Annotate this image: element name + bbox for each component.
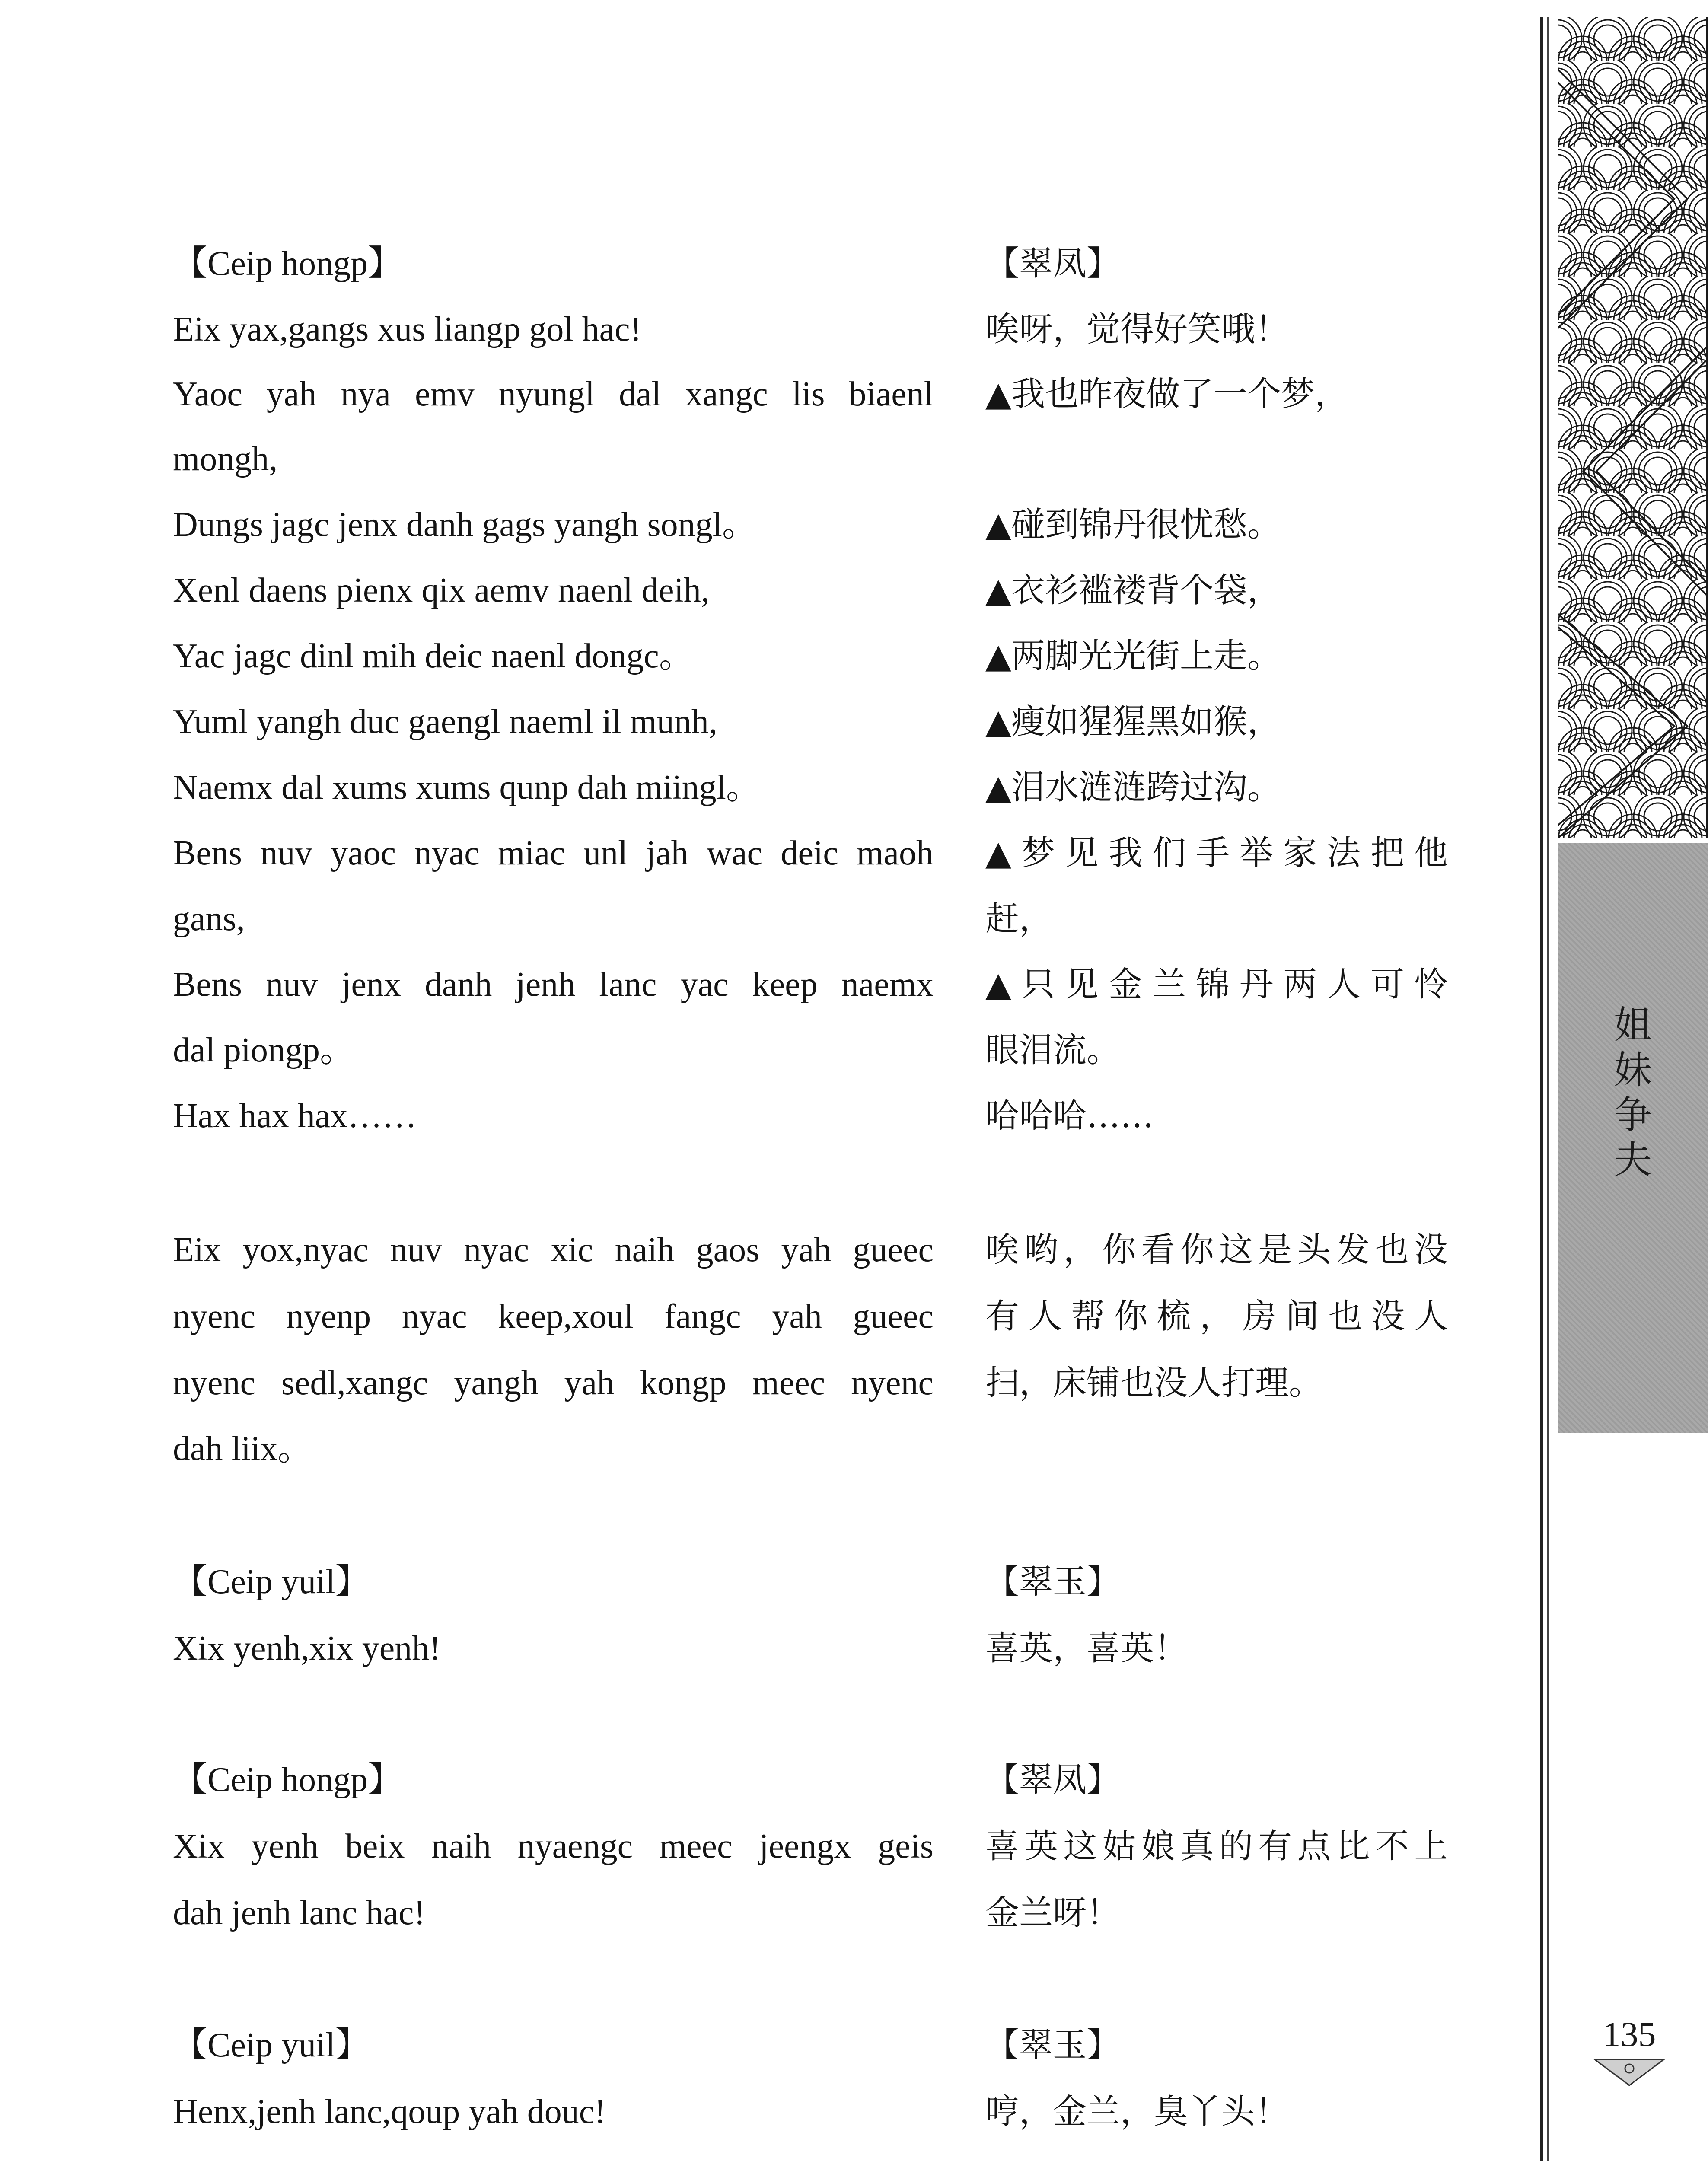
chinese-line: ▲衣衫褴褛背个袋，: [985, 571, 1281, 610]
speaker-label-zh: 【翠凤】: [985, 244, 1121, 283]
kam-line: Xenl daens pienx qix aemv naenl deih,: [173, 571, 710, 609]
kam-line: Xix yenh beix naih nyaengc meec jeengx geis: [173, 1827, 934, 1865]
chinese-line: ▲两脚光光街上走。: [985, 637, 1281, 676]
chinese-line: 喜英，喜英！: [985, 1629, 1188, 1668]
chinese-line: ▲瘦如猩猩黑如猴，: [985, 702, 1281, 741]
cloud-pattern-ornament: [1558, 17, 1708, 838]
kam-line: Xix yenh,xix yenh!: [173, 1629, 441, 1667]
kam-line: Eix yax,gangs xus liangp gol hac!: [173, 310, 642, 348]
speaker-label: 【Ceip hongp】: [173, 245, 403, 283]
kam-line: Yaoc yah nya emv nyungl dal xangc lis biaenl: [173, 375, 934, 413]
page-number: 135: [1603, 2014, 1656, 2054]
chinese-line: 赶，: [985, 899, 1053, 938]
chinese-line: ▲碰到锦丹很忧愁。: [985, 505, 1281, 544]
chinese-line: 哈哈哈……: [985, 1096, 1154, 1135]
speaker-label: 【Ceip yuil】: [173, 2026, 370, 2064]
kam-line: Yac jagc dinl mih deic naenl dongc。: [173, 637, 694, 675]
kam-line: Eix yox,nyac nuv nyac xic naih gaos yah gueec: [173, 1231, 934, 1269]
speaker-label: 【Ceip yuil】: [173, 1563, 370, 1601]
chinese-line: 眼泪流。: [985, 1031, 1121, 1070]
chinese-line: 喜英这姑娘真的有点比不上: [985, 1827, 1448, 1866]
margin-rule-thick: [1540, 17, 1543, 2161]
side-title-char: 夫: [1613, 1138, 1652, 1182]
chinese-line: 哼，金兰，臭丫头！: [985, 2092, 1289, 2131]
chapter-side-title: [1558, 1003, 1708, 1182]
kam-line: Yuml yangh duc gaengl naeml il munh,: [173, 703, 717, 741]
kam-line: mongh,: [173, 440, 278, 478]
chinese-line: 唉呀，觉得好笑哦！: [985, 310, 1289, 349]
side-title-char: 妹: [1613, 1048, 1652, 1092]
kam-line: Bens nuv yaoc nyac miac unl jah wac deic maoh: [173, 834, 934, 872]
kam-line: Henx,jenh lanc,qoup yah douc!: [173, 2093, 606, 2131]
chinese-line: 有人帮你梳，房间也没人: [985, 1297, 1448, 1336]
speaker-label-zh: 【翠玉】: [985, 2026, 1121, 2065]
cloud-pattern-icon: [1558, 17, 1708, 838]
chinese-line: 唉哟，你看你这是头发也没: [985, 1230, 1448, 1269]
page-number-ornament-icon: [1590, 2057, 1668, 2088]
chinese-line: ▲梦见我们手举家法把他: [985, 834, 1448, 873]
side-title-char: 争: [1613, 1093, 1652, 1137]
kam-line: dah jenh lanc hac!: [173, 1894, 426, 1932]
kam-line: dah liix。: [173, 1430, 312, 1468]
kam-line: nyenc sedl,xangc yangh yah kongp meec nyenc: [173, 1364, 934, 1402]
speaker-label: 【Ceip hongp】: [173, 1761, 403, 1799]
margin-rule-thin: [1547, 17, 1549, 2161]
kam-line: Dungs jagc jenx danh gags yangh songl。: [173, 506, 757, 544]
chinese-line: ▲只见金兰锦丹两人可怜: [985, 965, 1448, 1004]
kam-line: nyenc nyenp nyac keep,xoul fangc yah gueec: [173, 1297, 934, 1335]
speaker-label-zh: 【翠凤】: [985, 1760, 1121, 1799]
chinese-line: 扫，床铺也没人打理。: [985, 1364, 1323, 1402]
kam-line: Naemx dal xums xums qunp dah miingl。: [173, 768, 761, 806]
kam-line: gans,: [173, 900, 245, 938]
kam-line: Hax hax hax……: [173, 1097, 417, 1135]
kam-line: dal piongp。: [173, 1031, 354, 1069]
side-title-char: 姐: [1613, 1003, 1652, 1047]
kam-line: Bens nuv jenx danh jenh lanc yac keep naemx: [173, 966, 934, 1004]
chinese-line: 金兰呀！: [985, 1893, 1121, 1932]
chinese-line: ▲我也昨夜做了一个梦，: [985, 375, 1348, 414]
speaker-label-zh: 【翠玉】: [985, 1562, 1121, 1601]
chinese-line: ▲泪水涟涟跨过沟。: [985, 768, 1281, 807]
